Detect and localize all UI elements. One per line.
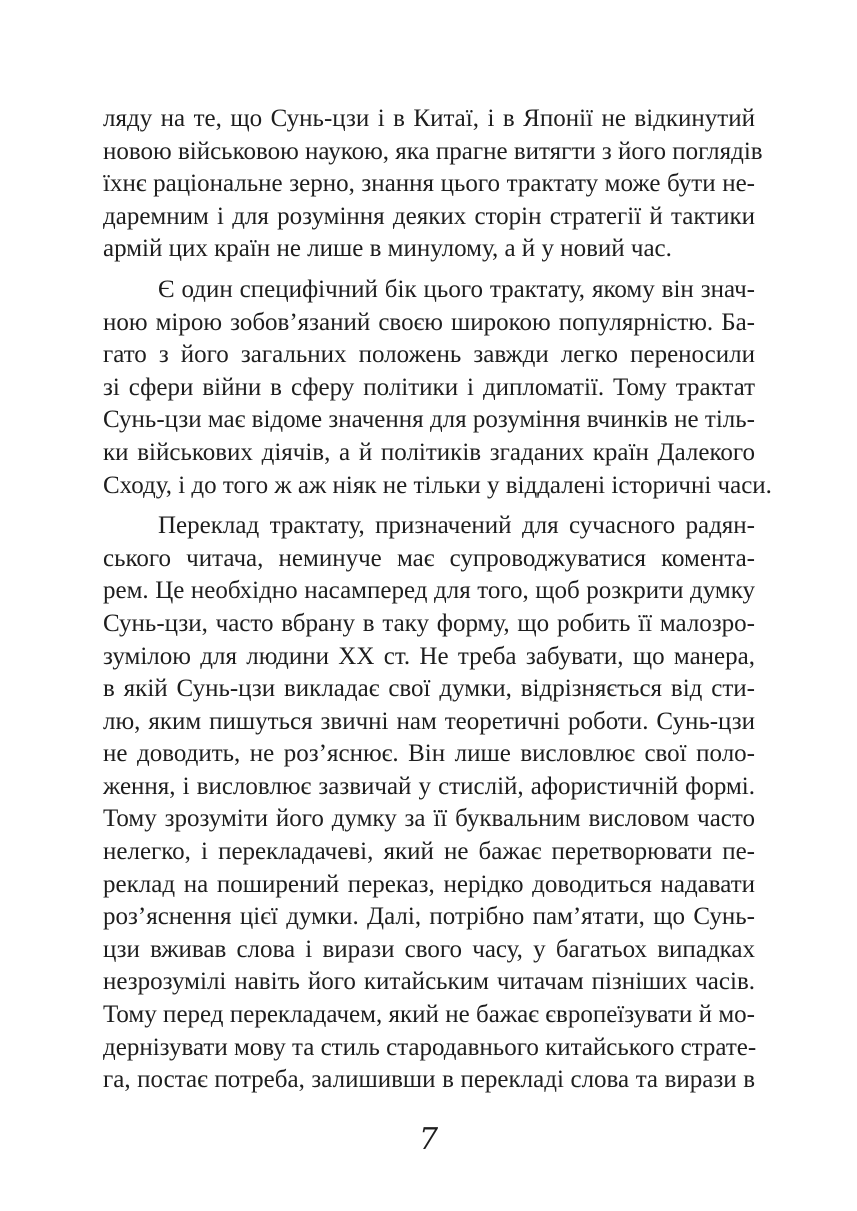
- paragraph-1: [103, 103, 763, 266]
- text-line: ляду на те, що Сунь-цзи і в Китаї, і в Японії не відкинутий: [103, 105, 755, 132]
- text-line: Є один специфічний бік цього трактату, якому він знач-: [158, 275, 755, 303]
- text-line: ки військових діячів, а й політиків згаданих країн Далекого: [103, 438, 755, 466]
- text-line: дернізувати мову та стиль стародавнього китайського страте-: [103, 1033, 757, 1061]
- text-line: незрозумілі навіть його китайським читачам пізніших часів.: [103, 968, 755, 996]
- text-line: зумілою для людини XX ст. Не треба забувати, що манера,: [103, 642, 755, 670]
- paragraph-2: [103, 274, 772, 502]
- text-line: Сунь-цзи, часто вбрану в таку форму, що робить її малозро-: [103, 609, 755, 637]
- text-line: роз’яснення цієї думки. Далі, потрібно пам’ятати, що Сунь-: [103, 903, 755, 931]
- text-line: не доводить, не роз’яснює. Він лише висловлює свої поло-: [103, 740, 755, 768]
- text-line: реклад на поширений переказ, нерідко доводиться надавати: [103, 870, 755, 898]
- text-line: Сунь-цзи має відоме значення для розуміння вчинків не тіль-: [103, 406, 755, 434]
- body-text: [103, 103, 772, 1097]
- text-line: га, постає потреба, залишивши в перекладі слова та вирази в: [103, 1066, 755, 1094]
- text-line: в якій Сунь-цзи викладає свої думки, відрізняється від сти-: [103, 675, 755, 703]
- text-line: армій цих країн не лише в минулому, а й у новий час.: [103, 235, 672, 263]
- text-line: зі сфери війни в сферу політики і дипломатії. Тому трактат: [103, 373, 755, 401]
- text-line: Переклад трактату, призначений для сучасного радян-: [158, 512, 755, 540]
- text-line: ження, і висловлює зазвичай у стислій, афористичній формі.: [103, 772, 755, 800]
- text-line: Сходу, і до того ж аж ніяк не тільки у віддалені історичні часи.: [103, 471, 772, 499]
- text-line: їхнє раціональне зерно, знання цього трактату може бути не-: [103, 170, 755, 198]
- text-line: новою військовою наукою, яка прагне витягти з його поглядів: [103, 137, 763, 165]
- paragraph-3: [103, 510, 755, 1097]
- text-line: рем. Це необхідно насамперед для того, щоб розкрити думку: [103, 577, 755, 605]
- text-line: гато з його загальних положень завжди легко переносили: [103, 341, 755, 369]
- text-line: Тому зрозуміти його думку за її буквальним висловом часто: [103, 805, 755, 833]
- text-line: нелегко, і перекладачеві, який не бажає перетворювати пе-: [103, 838, 755, 866]
- text-line: цзи вживав слова і вирази свого часу, у багатьох випадках: [103, 935, 755, 963]
- text-line: ною мірою зобов’язаний своєю широкою популярністю. Ба-: [103, 308, 755, 336]
- page-number: 7: [418, 1122, 439, 1157]
- text-line: ського читача, неминуче має супроводжуватися комента-: [103, 544, 755, 572]
- text-line: даремним і для розуміння деяких сторін стратегії й тактики: [103, 202, 755, 230]
- text-line: лю, яким пишуться звичні нам теоретичні роботи. Сунь-цзи: [103, 707, 755, 735]
- text-line: Тому перед перекладачем, який не бажає європеїзувати й мо-: [103, 1001, 755, 1029]
